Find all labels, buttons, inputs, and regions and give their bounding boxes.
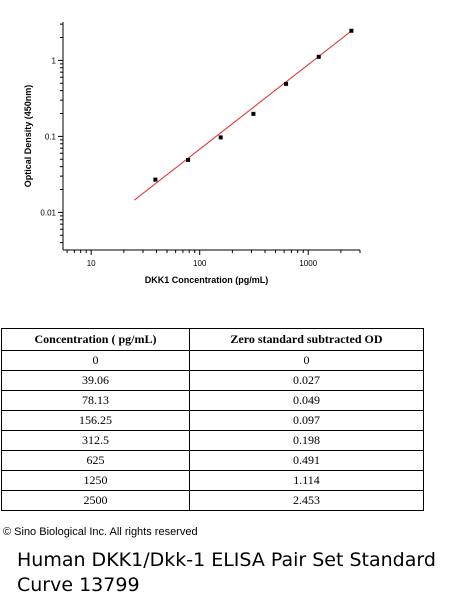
- x-axis-title: DKK1 Concentration (pg/mL): [144, 275, 269, 285]
- column-header-concentration: Concentration ( pg/mL): [2, 329, 190, 351]
- table-cell: 1.114: [189, 471, 423, 491]
- table-cell: 0: [2, 351, 190, 371]
- table-cell: 0.027: [189, 371, 423, 391]
- data-point: [186, 158, 190, 162]
- data-point: [349, 29, 353, 33]
- table-row: [2, 371, 424, 391]
- standard-curve-chart: [0, 0, 461, 300]
- table-cell: 625: [2, 451, 190, 471]
- table-row: [2, 491, 424, 511]
- data-point: [219, 135, 223, 139]
- y-tick-label: 1: [51, 56, 56, 66]
- column-header-od: Zero standard subtracted OD: [189, 329, 423, 351]
- table-row: [2, 351, 424, 371]
- y-tick-label: 0.1: [44, 132, 56, 142]
- table-row: [2, 431, 424, 451]
- data-point: [251, 112, 255, 116]
- table-row: [2, 451, 424, 471]
- table-row: [2, 391, 424, 411]
- data-point: [284, 82, 288, 86]
- table-cell: 78.13: [2, 391, 190, 411]
- table-cell: 0.049: [189, 391, 423, 411]
- y-tick-label: 0.01: [40, 208, 56, 218]
- data-point: [317, 55, 321, 59]
- copyright-notice: © Sino Biological Inc. All rights reserved: [3, 526, 198, 538]
- table-row: [2, 471, 424, 491]
- x-tick-label: 10: [86, 259, 96, 268]
- table-cell: 2500: [2, 491, 190, 511]
- y-axis-title: Optical Density (450nm): [23, 84, 33, 188]
- table-cell: 1250: [2, 471, 190, 491]
- table-cell: 39.06: [2, 371, 190, 391]
- table-row: [2, 411, 424, 431]
- table-cell: 156.25: [2, 411, 190, 431]
- table-header-row: [2, 329, 424, 351]
- data-point: [153, 178, 157, 182]
- table-cell: 312.5: [2, 431, 190, 451]
- table-cell: 0.198: [189, 431, 423, 451]
- standard-curve-table: [1, 328, 424, 511]
- x-tick-label: 100: [193, 259, 207, 268]
- figure-caption: Human DKK1/Dkk-1 ELISA Pair Set Standard Curve 13799: [17, 549, 436, 596]
- x-tick-label: 1000: [299, 259, 318, 268]
- table-cell: 2.453: [189, 491, 423, 511]
- table-cell: 0.491: [189, 451, 423, 471]
- table-cell: 0.097: [189, 411, 423, 431]
- table-cell: 0: [189, 351, 423, 371]
